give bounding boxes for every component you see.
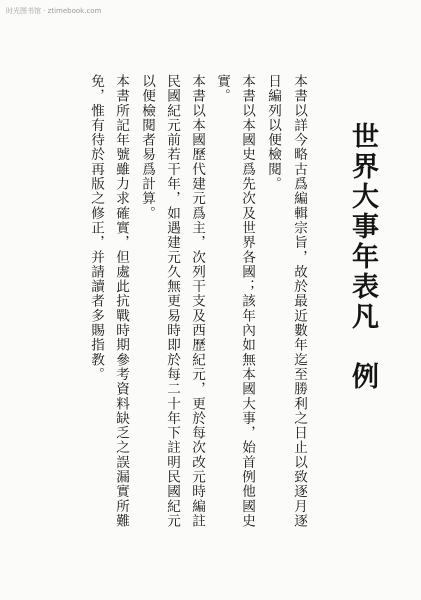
text-line-2: 日編列以便檢閱。: [265, 74, 281, 192]
text-line-8: 本書所記年號雖力求確實，但處此抗戰時期參考資料缺乏之誤漏實所難: [113, 74, 129, 529]
page-title: 世界大事年表凡 例: [347, 122, 378, 392]
text-line-3: 本書以本國史爲先次及世界各國；該年內如無本國大事，始首例他國史: [239, 74, 255, 529]
watermark: 时光图书馆 · ztimebook.com: [6, 7, 102, 15]
text-line-9: 免，惟有待於再版之修正，并請讀者多賜指教。: [88, 74, 104, 382]
text-line-6: 民國紀元前若干年，如遇建元久無更易時即於每二十年下註明民國紀元: [164, 74, 180, 529]
text-line-1: 本書以詳今略古爲編輯宗旨，故於最近數年迄至勝利之日止以致逐月逐: [291, 74, 307, 529]
text-line-5: 本書以本國歷代建元爲主，次列干支及西歷紀元，更於每次改元時編註: [189, 74, 205, 529]
text-line-7: 以便檢閱者易爲計算。: [139, 74, 155, 221]
text-line-4: 實。: [214, 74, 230, 104]
